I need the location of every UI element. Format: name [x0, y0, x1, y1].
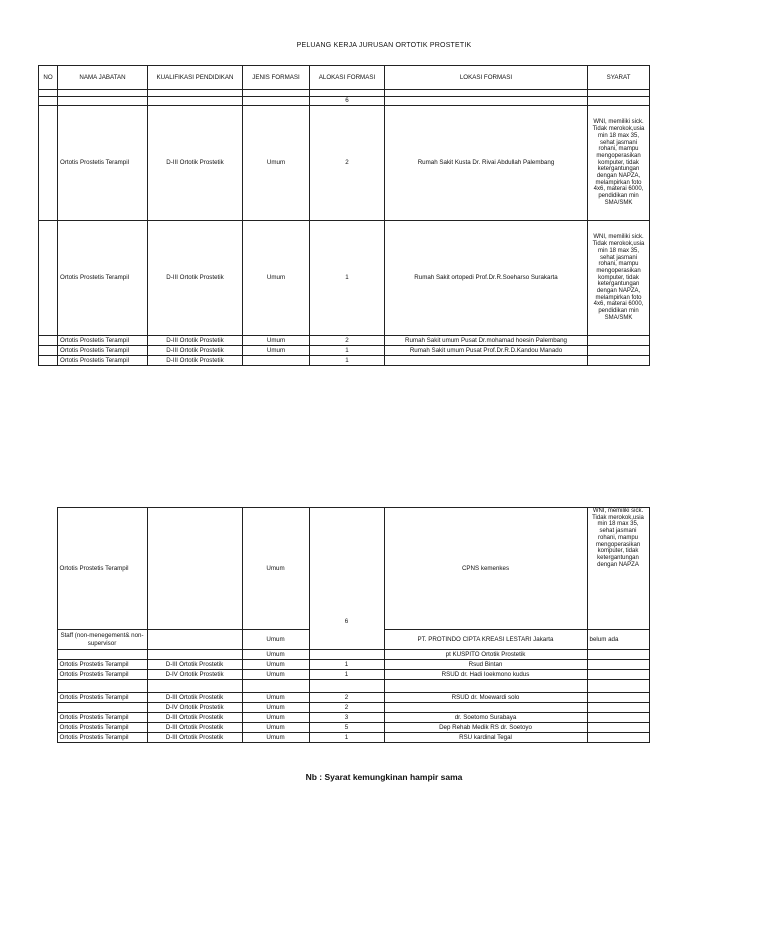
- nama-jabatan: Ortotis Prostetis Terampil: [58, 221, 148, 336]
- nama-jabatan: [57, 650, 147, 660]
- page-title: PELUANG KERJA JURUSAN ORTOTIK PROSTETIK: [296, 42, 472, 49]
- nama-jabatan: Ortotis Prostetis Terampil: [57, 733, 147, 743]
- header-kualifikasi: KUALIFIKASI PENDIDIKAN: [148, 66, 243, 90]
- kualifikasi: D-III Ortotik Prostetik: [147, 693, 242, 703]
- nama-jabatan: Staff (non-menegement& non-supervisor: [57, 630, 147, 650]
- alokasi-formasi: 5: [309, 723, 384, 733]
- kualifikasi: D-III Ortotik Prostetik: [148, 106, 243, 221]
- kualifikasi: D-IV Ortotik Prostetik: [147, 670, 242, 680]
- table-row: [38, 713, 649, 723]
- empty-row: [39, 90, 650, 97]
- alokasi-formasi: 1: [309, 670, 384, 680]
- lokasi-formasi: [384, 703, 587, 713]
- jenis-formasi: Umum: [242, 723, 309, 733]
- header-syarat: SYARAT: [588, 66, 650, 90]
- nama-jabatan: Ortotis Prostetis Terampil: [57, 713, 147, 723]
- lokasi-formasi: RSU kardinal Tegal: [384, 733, 587, 743]
- kualifikasi: D-III Ortotik Prostetik: [147, 733, 242, 743]
- alokasi-formasi: [309, 650, 384, 660]
- lokasi-formasi: pt KUSPITO Ortotik Prostetik: [384, 650, 587, 660]
- alokasi-formasi: 6: [309, 508, 384, 650]
- jenis-formasi: Umum: [242, 630, 309, 650]
- table-row-cpns: [38, 508, 649, 630]
- lokasi-formasi: RSUD dr. Hadi Ioekmono kudus: [384, 670, 587, 680]
- table-header-row: [39, 66, 650, 90]
- alokasi-formasi: 2: [309, 693, 384, 703]
- kualifikasi: D-III Ortotik Prostetik: [148, 336, 243, 346]
- alokasi-formasi: 3: [309, 713, 384, 723]
- jenis-formasi: Umum: [242, 713, 309, 723]
- total-row: [39, 97, 650, 106]
- table-row: [39, 336, 650, 346]
- table-row: [38, 650, 649, 660]
- alokasi-formasi: 1: [310, 356, 385, 366]
- header-nama-jabatan: NAMA JABATAN: [58, 66, 148, 90]
- job-table-main: [38, 65, 650, 366]
- jenis-formasi: Umum: [242, 650, 309, 660]
- lokasi-formasi: Rumah Sakit Kusta Dr. Rivai Abdullah Palembang: [385, 106, 588, 221]
- jenis-formasi: Umum: [242, 670, 309, 680]
- nama-jabatan: [57, 703, 147, 713]
- header-alokasi-formasi: ALOKASI FORMASI: [310, 66, 385, 90]
- table-row: [38, 660, 649, 670]
- lokasi-formasi: Rumah Sakit ortopedi Prof.Dr.R.Soeharso Surakarta: [385, 221, 588, 336]
- lokasi-formasi: [385, 356, 588, 366]
- nama-jabatan: Ortotis Prostetis Terampil: [58, 346, 148, 356]
- lokasi-formasi: PT. PROTINDO CIPTA KREASI LESTARI Jakarta: [384, 630, 587, 650]
- kualifikasi: D-IV Ortotik Prostetik: [147, 703, 242, 713]
- jenis-formasi: Umum: [242, 733, 309, 743]
- alokasi-formasi: 1: [310, 221, 385, 336]
- nama-jabatan: Ortotis Prostetis Terampil: [57, 508, 147, 630]
- table-row: [38, 723, 649, 733]
- nama-jabatan: Ortotis Prostetis Terampil: [58, 106, 148, 221]
- alokasi-formasi: 2: [309, 703, 384, 713]
- jenis-formasi: Umum: [242, 703, 309, 713]
- jenis-formasi: Umum: [242, 693, 309, 703]
- jenis-formasi: Umum: [243, 346, 310, 356]
- table-row: [38, 733, 649, 743]
- alokasi-formasi: 1: [310, 346, 385, 356]
- jenis-formasi: Umum: [242, 508, 309, 630]
- nama-jabatan: Ortotis Prostetis Terampil: [58, 356, 148, 366]
- syarat: [588, 356, 650, 366]
- table-row: [39, 356, 650, 366]
- job-table-secondary: [38, 507, 650, 743]
- spacer-row: [38, 680, 649, 693]
- nama-jabatan: Ortotis Prostetis Terampil: [57, 723, 147, 733]
- lokasi-formasi: dr. Soetomo Surabaya: [384, 713, 587, 723]
- jenis-formasi: Umum: [243, 221, 310, 336]
- nama-jabatan: Ortotis Prostetis Terampil: [57, 693, 147, 703]
- syarat: [588, 336, 650, 346]
- kualifikasi: D-III Ortotik Prostetik: [147, 713, 242, 723]
- alokasi-formasi: 1: [309, 733, 384, 743]
- table-row: [39, 346, 650, 356]
- jenis-formasi: Umum: [243, 106, 310, 221]
- alokasi-formasi: 2: [310, 106, 385, 221]
- nama-jabatan: Ortotis Prostetis Terampil: [57, 660, 147, 670]
- alokasi-formasi: 1: [309, 660, 384, 670]
- table-row: [39, 221, 650, 336]
- lokasi-formasi: RSUD dr. Moewardi solo: [384, 693, 587, 703]
- footnote: Nb : Syarat kemungkinan hampir sama: [305, 772, 463, 782]
- jenis-formasi: Umum: [242, 660, 309, 670]
- syarat: [588, 346, 650, 356]
- kualifikasi: D-III Ortotik Prostetik: [148, 221, 243, 336]
- nama-jabatan: Ortotis Prostetis Terampil: [58, 336, 148, 346]
- kualifikasi: D-III Ortotik Prostetik: [147, 660, 242, 670]
- lokasi-formasi: CPNS kemenkes: [384, 508, 587, 630]
- header-lokasi-formasi: LOKASI FORMASI: [385, 66, 588, 90]
- total-alokasi: 6: [310, 97, 385, 106]
- table-row: [39, 106, 650, 221]
- kualifikasi: D-III Ortotik Prostetik: [148, 356, 243, 366]
- syarat: WNI, memiliki sick. Tidak merokok,usia min 18 max 35, sehat jasmani rohani, mampu mengoperasikan komputer, tidak ketergantungan dengan NAPZA, melampirkan foto 4x6, materai 6000, pendidikan min SMA/SMK: [588, 106, 650, 221]
- syarat: belum ada: [587, 630, 649, 650]
- alokasi-formasi: 2: [310, 336, 385, 346]
- nama-jabatan: Ortotis Prostetis Terampil: [57, 670, 147, 680]
- table-row: [38, 670, 649, 680]
- header-no: NO: [39, 66, 58, 90]
- lokasi-formasi: Rumah Sakit umum Pusat Dr.mohamad hoesin Palembang: [385, 336, 588, 346]
- lokasi-formasi: Rumah Sakit umum Pusat Prof.Dr.R.D.Kandou Manado: [385, 346, 588, 356]
- syarat: WNI, memiliki sick. Tidak merokok,usia min 18 max 35, sehat jasmani rohani, mampu mengoperasikan komputer, tidak ketergantungan dengan NAPZA: [587, 508, 649, 630]
- kualifikasi: D-III Ortotik Prostetik: [148, 346, 243, 356]
- table-row: [38, 703, 649, 713]
- header-jenis-formasi: JENIS FORMASI: [243, 66, 310, 90]
- lokasi-formasi: Dep Rehab Medik RS dr. Soetoyo: [384, 723, 587, 733]
- kualifikasi: D-III Ortotik Prostetik: [147, 723, 242, 733]
- syarat: WNI, memiliki sick. Tidak merokok,usia min 18 max 35, sehat jasmani rohani, mampu mengoperasikan komputer, tidak ketergantungan dengan NAPZA, melampirkan foto 4x6, materai 6000, pendidikan min SMA/SMK: [588, 221, 650, 336]
- table-row: [38, 693, 649, 703]
- jenis-formasi: [243, 356, 310, 366]
- kualifikasi: [147, 650, 242, 660]
- lokasi-formasi: Rsud Bintan: [384, 660, 587, 670]
- jenis-formasi: Umum: [243, 336, 310, 346]
